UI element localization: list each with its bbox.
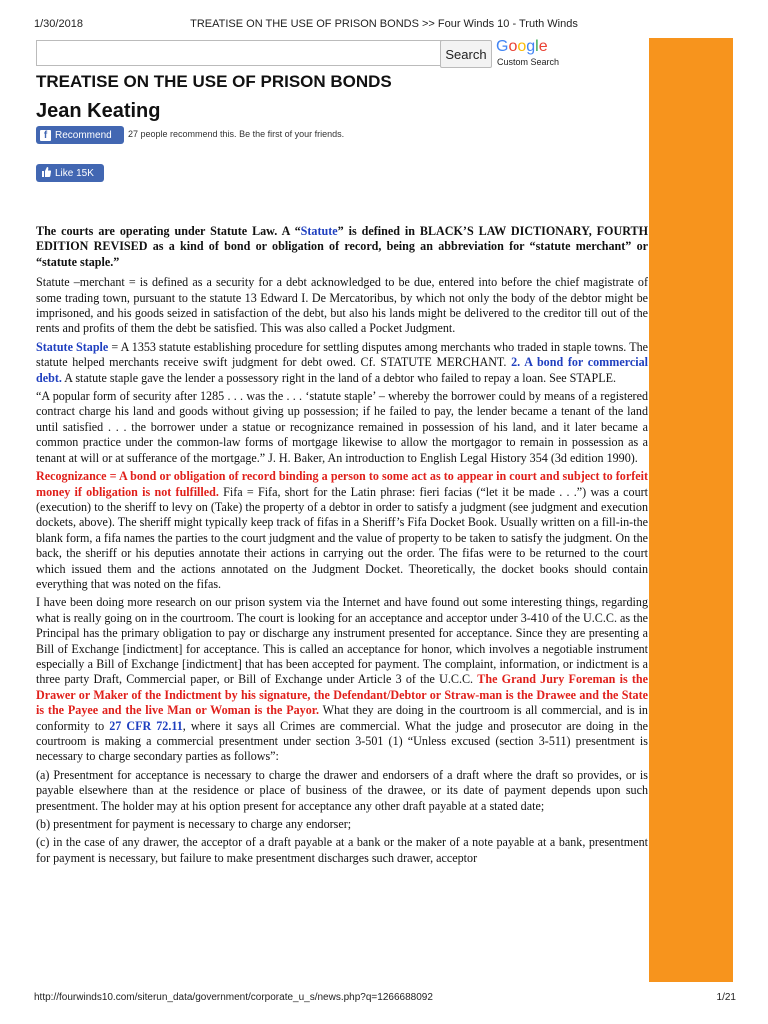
article-paragraph: (a) Presentment for acceptance is necessary to charge the drawer and endorsers of a draft where the draft so provides, or is payable elsewhere than at the residence or place of business of the drawee, or its date of payment depends upon such presentment. The holder may at his option present for acceptance any other draft payable at a stated date; bbox=[36, 767, 648, 813]
author-name: Jean Keating bbox=[36, 100, 161, 122]
print-url: http://fourwinds10.com/siterun_data/government/corporate_u_s/news.php?q=1266688092 bbox=[34, 992, 433, 1003]
google-logo: Google bbox=[496, 38, 548, 55]
print-header bbox=[0, 14, 768, 34]
article-paragraph: (c) in the case of any drawer, the acceptor of a draft payable at a bank or the maker of a note payable at a bank, presentment for payment is necessary, but failure to make presentment discharges such drawer, acceptor bbox=[36, 835, 648, 865]
statute-staple-link[interactable]: Statute Staple bbox=[36, 339, 109, 354]
facebook-recommend-row bbox=[36, 126, 596, 144]
like-label: Like 15K bbox=[55, 167, 94, 179]
page-title: TREATISE ON THE USE OF PRISON BONDS bbox=[36, 72, 392, 91]
facebook-icon: f bbox=[40, 130, 51, 141]
article-paragraph: Statute Staple = A 1353 statute establishing procedure for settling disputes among merchants who traded in staple towns. The statute helped merchants receive swift judgment for debt owed. Cf. STATUTE MERCHANT. 2. A bond for commercial debt. A statute staple gave the lender a possessory right in the land of a debtor who failed to repay a loan. See STAPLE. bbox=[36, 339, 648, 385]
main-content bbox=[34, 38, 649, 982]
article-paragraph: “A popular form of security after 1285 . . . was the . . . ‘statute staple’ – whereby the borrower could by means of a registered contract charge his land and goods without giving up possession; if he failed to pay, the lender became a tenant of the land until satisfied . . . the borrower under a statue or recognizance remained in possession of his land, and it later became a common practice under the common-law forms of mortgage likewise to allow the mortgagor to remain in possession as a tenant at will or at sufferance of the mortgage.” J. H. Baker, An introduction to English Legal History 354 (3d edition 1990). bbox=[36, 389, 648, 465]
cfr-link[interactable]: 27 CFR 72.11 bbox=[109, 718, 183, 733]
article-paragraph: (b) presentment for payment is necessary to charge any endorser; bbox=[36, 817, 352, 832]
sidebar-stripe bbox=[649, 38, 733, 982]
article-paragraph: Statute –merchant = is defined as a security for a debt acknowledged to be due, entered into before the chief magistrate of some trading town, pursuant to the statute 13 Edward I. De Mercatoribus, by which not only the body of the debtor might be imprisoned, and his goods seized in satisfaction of the debt, but also his lands might be delivered to the creditor till out of the rents and profits of them the debt be satisfied. This was also called a Pocket Judgment. bbox=[36, 275, 648, 336]
thumbs-up-icon bbox=[41, 167, 51, 180]
search-button[interactable]: Search bbox=[440, 40, 492, 68]
like-button[interactable] bbox=[36, 164, 104, 182]
recommend-count-text: 27 people recommend this. Be the first of your friends. bbox=[128, 129, 345, 139]
statute-link[interactable]: Statute bbox=[300, 224, 338, 238]
article-paragraph: I have been doing more research on our prison system via the Internet and have found out some interesting things, regarding what is really going on in the courtroom. The court is looking for an acceptance and acceptor under 3-410 of the U.C.C. as the Principal has the primary obligation to pay or discharge any instrument presented for acceptance. Since they are presenting a Bill of Exchange [indictment] for acceptance. This is called an acceptance for honor, which involves a negotiable instrument especially a Bill of Exchange [indictment] that has been accepted for payment. The complaint, information, or indictment is a three party Draft, Commercial paper, or Bill of Exchange under Article 3 of the U.C.C. The Grand Jury Foreman is the Drawer or Maker of the Indictment by his signature, the Defendant/Debtor or Straw-man is the Drawee and the State is the Payee and the live Man or Woman is the Payor. What they are doing in the courtroom is all commercial, and is in conformity to 27 CFR 72.11, where it says all Crimes are commercial. What the judge and prosecutor are doing in the courtroom is making a commercial presentment under section 3-501 (1) “Unless excused (section 3-511) presentment is necessary to charge secondary parties as follows”: bbox=[36, 595, 648, 764]
print-page-title: TREATISE ON THE USE OF PRISON BONDS >> Four Winds 10 - Truth Winds bbox=[190, 18, 578, 30]
search-bar bbox=[34, 38, 649, 70]
print-page-number: 1/21 bbox=[716, 992, 736, 1003]
search-input[interactable] bbox=[36, 40, 442, 66]
google-branding bbox=[496, 38, 646, 70]
article-paragraph: Recognizance = A bond or obligation of record binding a person to some act as to appear in court and subject to forfeit money if obligation is not fulfilled. Fifa = Fifa, short for the Latin phrase: fieri facias (“let it be made . . .”) was a court (execution) to the sheriff to levy on (Take) the property of a debtor in order to satisfy a judgment (see judgment and execution dockets, above). The sheriff might typically keep track of fifas in a Sheriff’s Fifa Docket Book. Usually written on a fill-in-the blank form, a fifa names the parties to the court judgment and the value of property to be taken to satisfy the judgment. On the back, the sheriff or his deputies annotate their actions in carrying out the order. The fifas were to be returned to the court which issued them and the actions annotated on the Judgment Docket. Theoretically, the docket books should contain everything that was noted on the fifas. bbox=[36, 469, 648, 591]
article-body bbox=[36, 224, 648, 869]
recommend-label: Recommend bbox=[55, 129, 112, 141]
print-date: 1/30/2018 bbox=[34, 18, 83, 30]
custom-search-label: Custom Search bbox=[497, 57, 560, 67]
recommend-button[interactable] bbox=[36, 126, 124, 144]
print-footer bbox=[0, 990, 768, 1010]
article-paragraph: The courts are operating under Statute Law. A “Statute” is defined in BLACK’S LAW DICTIONARY, FOURTH EDITION REVISED as a kind of bond or obligation of record, being an abbreviation for “statute merchant” or “statute staple.” bbox=[36, 224, 648, 269]
